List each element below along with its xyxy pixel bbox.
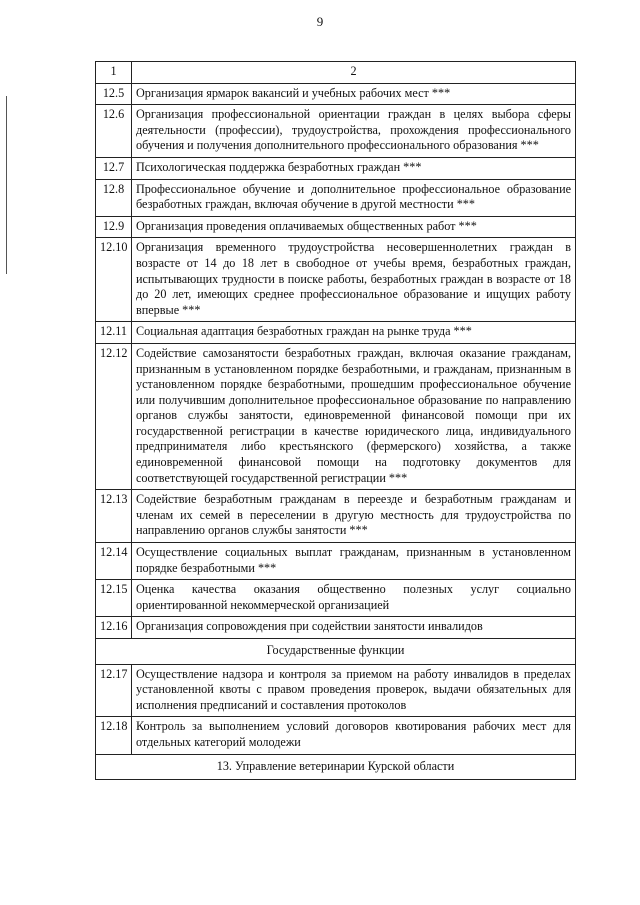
- table-row: [96, 83, 576, 105]
- row-text: Организация сопровождения при содействии занятости инвалидов: [132, 617, 576, 639]
- row-number: 12.10: [96, 238, 132, 322]
- table-row: [96, 490, 576, 543]
- row-number: 12.12: [96, 343, 132, 489]
- table-row: [96, 179, 576, 216]
- row-text: Организация проведения оплачиваемых общественных работ ***: [132, 216, 576, 238]
- section-title: 13. Управление ветеринарии Курской области: [96, 754, 576, 780]
- table-row: [96, 343, 576, 489]
- row-number: 12.8: [96, 179, 132, 216]
- section-row-veterinary: [96, 754, 576, 780]
- row-number: 12.7: [96, 157, 132, 179]
- row-number: 12.16: [96, 617, 132, 639]
- services-table: [95, 61, 576, 780]
- row-number: 12.6: [96, 105, 132, 158]
- table-body: [96, 62, 576, 780]
- row-number: 12.15: [96, 580, 132, 617]
- row-text: Контроль за выполнением условий договоров квотирования рабочих мест для отдельных категорий молодежи: [132, 717, 576, 754]
- table-row: [96, 580, 576, 617]
- table-row: [96, 216, 576, 238]
- table-row: [96, 717, 576, 754]
- row-number: 12.9: [96, 216, 132, 238]
- table-row: [96, 543, 576, 580]
- row-text: Осуществление надзора и контроля за приемом на работу инвалидов в пределах установленной квоты с правом проведения проверок, выдачи обязательных для исполнения предписаний и составления протоколов: [132, 664, 576, 717]
- table-row: [96, 664, 576, 717]
- section-title: Государственные функции: [96, 639, 576, 665]
- row-text: Содействие безработным гражданам в переезде и безработным гражданам и членам их семей в переселении в другую местность для трудоустройства по направлению органов службы занятости ***: [132, 490, 576, 543]
- header-col-number: 1: [96, 62, 132, 84]
- header-col-name: 2: [132, 62, 576, 84]
- margin-line: [6, 96, 7, 274]
- page-number: 9: [316, 14, 324, 29]
- row-number: 12.11: [96, 322, 132, 344]
- row-number: 12.14: [96, 543, 132, 580]
- row-number: 12.18: [96, 717, 132, 754]
- row-number: 12.5: [96, 83, 132, 105]
- row-text: Осуществление социальных выплат гражданам, признанным в установленном порядке безработными ***: [132, 543, 576, 580]
- section-row-state-functions: [96, 639, 576, 665]
- table-row: [96, 322, 576, 344]
- row-number: 12.17: [96, 664, 132, 717]
- row-number: 12.13: [96, 490, 132, 543]
- table-header-row: [96, 62, 576, 84]
- table-row: [96, 238, 576, 322]
- row-text: Организация временного трудоустройства несовершеннолетних граждан в возрасте от 14 до 18 лет в свободное от учебы время, безработных граждан, испытывающих трудности в поиске работы, безработных граждан в возрасте от 18 до 20 лет, имеющих среднее профессиональное образование и ищущих работу впервые ***: [132, 238, 576, 322]
- row-text: Организация профессиональной ориентации граждан в целях выбора сферы деятельности (профессии), трудоустройства, прохождения профессионального обучения и получения дополнительного профессионального образования ***: [132, 105, 576, 158]
- row-text: Содействие самозанятости безработных граждан, включая оказание гражданам, признанным в установленном порядке безработными, и гражданам, признанным в установленном порядке безработными, прошедшим профессиональное обучение или получившим дополнительное профессиональное образование по направлению органов службы занятости, единовременной финансовой помощи при их государственной регистрации в качестве юридического лица, индивидуального предпринимателя либо крестьянского (фермерского) хозяйства, а также единовременной финансовой помощи на подготовку документов для соответствующей государственной регистрации ***: [132, 343, 576, 489]
- row-text: Социальная адаптация безработных граждан на рынке труда ***: [132, 322, 576, 344]
- row-text: Оценка качества оказания общественно полезных услуг социально ориентированной некоммерческой организацией: [132, 580, 576, 617]
- table-row: [96, 157, 576, 179]
- table-row: [96, 617, 576, 639]
- table-row: [96, 105, 576, 158]
- row-text: Психологическая поддержка безработных граждан ***: [132, 157, 576, 179]
- row-text: Организация ярмарок вакансий и учебных рабочих мест ***: [132, 83, 576, 105]
- row-text: Профессиональное обучение и дополнительное профессиональное образование безработных граждан, включая обучение в другой местности ***: [132, 179, 576, 216]
